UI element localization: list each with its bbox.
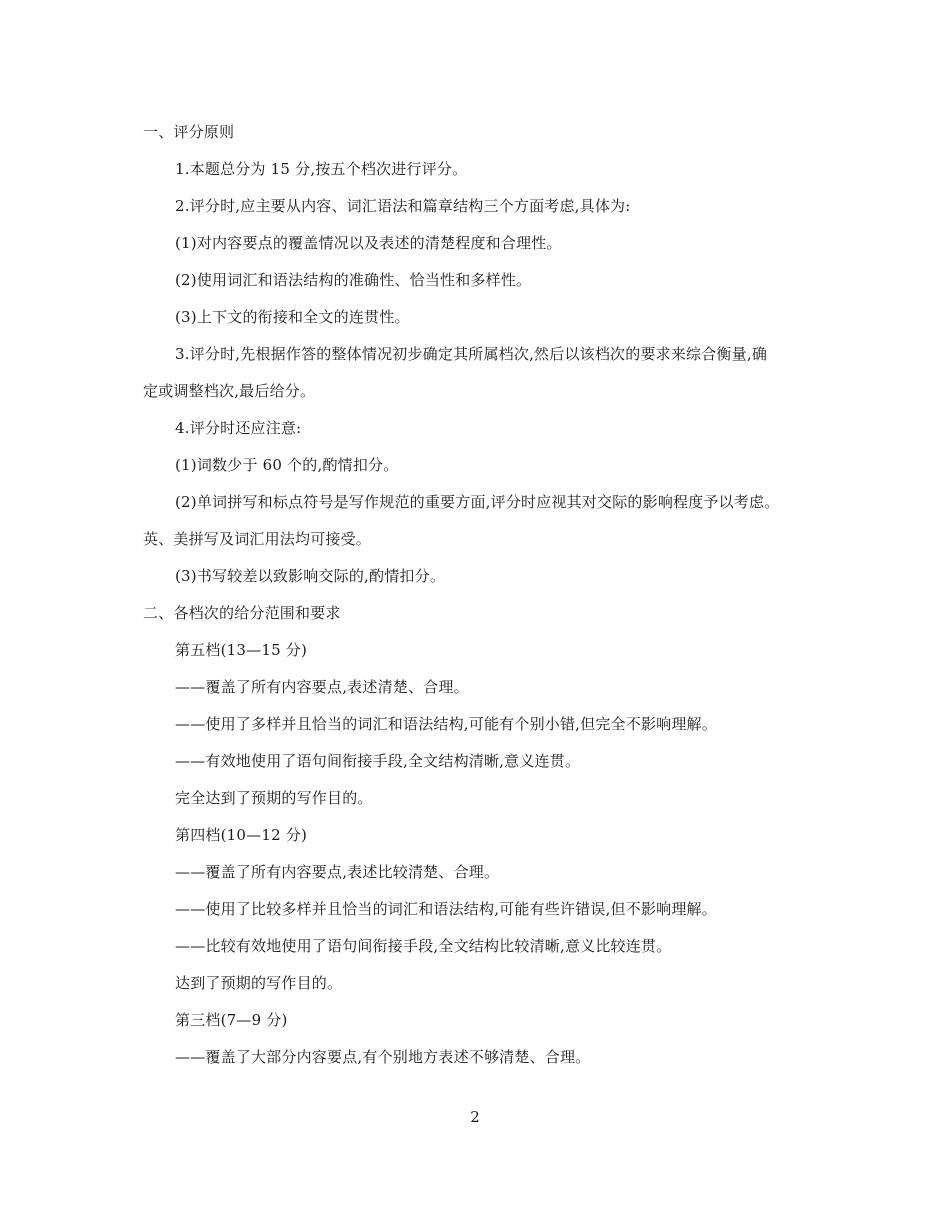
rule-2-item-3: (3)上下文的衔接和全文的连贯性。 [175,308,410,326]
rule-4-item-1: (1)词数少于 60 个的,酌情扣分。 [175,456,399,474]
rule-2-item-1: (1)对内容要点的覆盖情况以及表述的清楚程度和合理性。 [175,234,562,252]
band-3-criterion-1: ——覆盖了大部分内容要点,有个别地方表述不够清楚、合理。 [175,1048,591,1066]
band-5-heading: 第五档(13—15 分) [175,641,308,659]
rule-4-notes: 4.评分时还应注意: [175,419,302,437]
band-5-criterion-3: ——有效地使用了语句间衔接手段,全文结构清晰,意义连贯。 [175,752,581,770]
rule-4-item-2-line-2: 英、美拼写及词汇用法均可接受。 [143,530,372,548]
rule-4-item-2-line-1: (2)单词拼写和标点符号是写作规范的重要方面,评分时应视其对交际的影响程度予以考虑。 [175,493,780,511]
band-3-heading: 第三档(7—9 分) [175,1011,288,1029]
rule-4-item-3: (3)书写较差以致影响交际的,酌情扣分。 [175,567,446,585]
band-5-criterion-1: ——覆盖了所有内容要点,表述清楚、合理。 [175,678,469,696]
band-4-summary: 达到了预期的写作目的。 [175,974,343,992]
rule-3-line-1: 3.评分时,先根据作答的整体情况初步确定其所属档次,然后以该档次的要求来综合衡量,确 [175,345,768,363]
band-4-heading: 第四档(10—12 分) [175,826,308,844]
rule-2-item-2: (2)使用词汇和语法结构的准确性、恰当性和多样性。 [175,271,532,289]
section-heading-score-bands: 二、各档次的给分范围和要求 [143,604,341,622]
band-4-criterion-2: ——使用了比较多样并且恰当的词汇和语法结构,可能有些许错误,但不影响理解。 [175,900,717,918]
band-4-criterion-3: ——比较有效地使用了语句间衔接手段,全文结构比较清晰,意义比较连贯。 [175,937,672,955]
rule-1-total-score: 1.本题总分为 15 分,按五个档次进行评分。 [175,160,468,178]
rule-2-aspects: 2.评分时,应主要从内容、词汇语法和篇章结构三个方面考虑,具体为: [175,197,631,215]
rule-3-line-2: 定或调整档次,最后给分。 [143,382,316,400]
band-5-criterion-2: ——使用了多样并且恰当的词汇和语法结构,可能有个别小错,但完全不影响理解。 [175,715,717,733]
band-5-summary: 完全达到了预期的写作目的。 [175,789,373,807]
section-heading-scoring-principles: 一、评分原则 [143,123,235,141]
page-number: 2 [470,1108,480,1126]
band-4-criterion-1: ——覆盖了所有内容要点,表述比较清楚、合理。 [175,863,500,881]
